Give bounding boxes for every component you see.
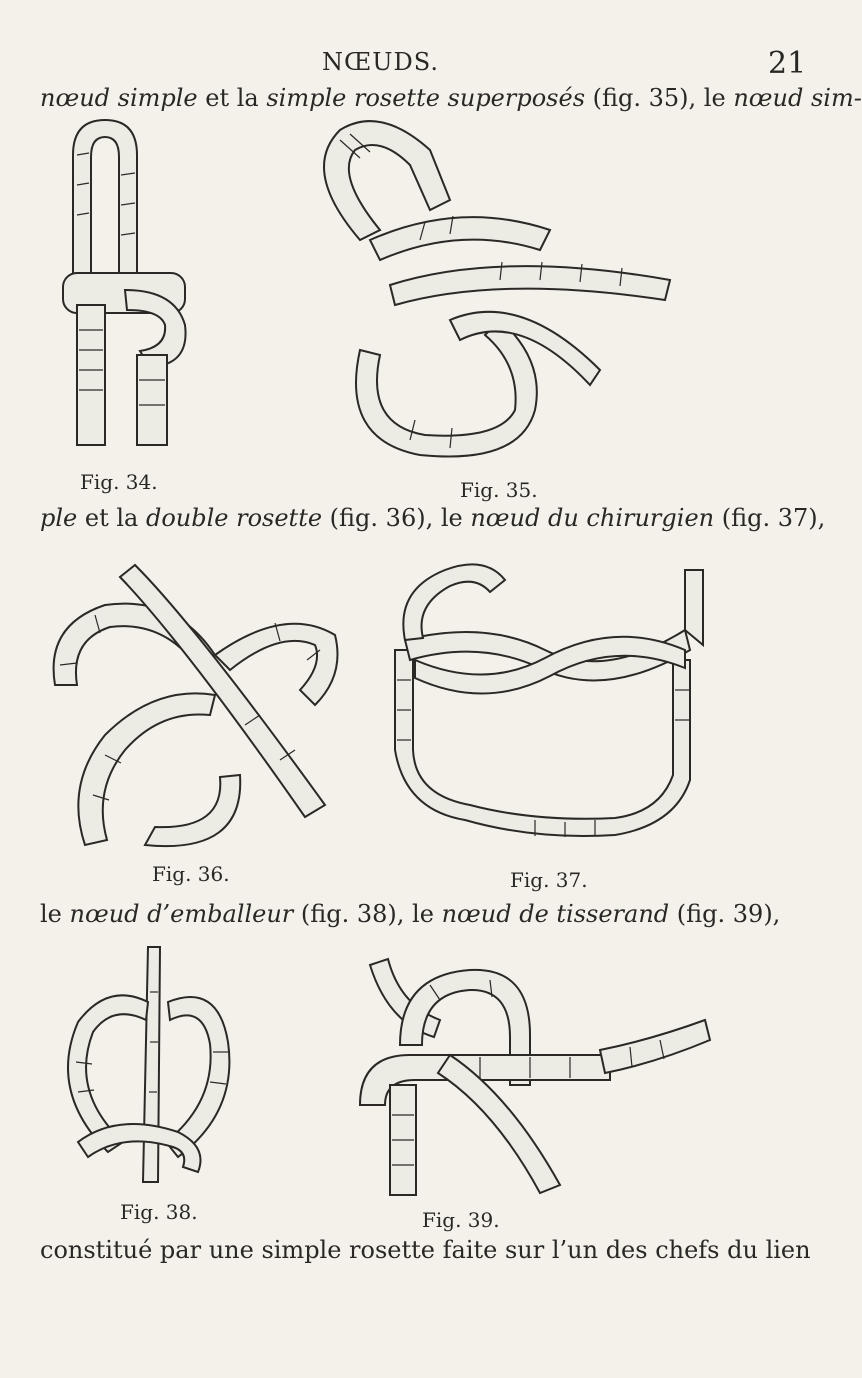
figure-34-illustration: [55, 115, 200, 460]
page-number: 21: [768, 46, 807, 81]
term-simple-rosette: simple rosette superposés: [266, 84, 586, 112]
text-fragment: (fig. 35), le: [585, 84, 734, 112]
term-noeud-du-chirurgien: nœud du chirurgien: [470, 504, 715, 532]
page-header: [0, 46, 807, 81]
term-ple: ple: [40, 504, 78, 532]
text-fragment: (fig. 38), le: [293, 900, 442, 928]
caption-fig-39: Fig. 39.: [422, 1208, 500, 1232]
caption-fig-37: Fig. 37.: [510, 868, 588, 892]
term-noeud-de-tisserand: nœud de tisserand: [441, 900, 670, 928]
caption-fig-34: Fig. 34.: [80, 470, 158, 494]
text-line-3: [40, 900, 780, 928]
figure-35-illustration: [300, 110, 685, 470]
term-double-rosette: double rosette: [145, 504, 323, 532]
term-noeud-simple: nœud simple: [40, 84, 198, 112]
text-fragment: et la: [77, 504, 146, 532]
text-line-4: constitué par une simple rosette faite sur l’un des chefs du lien: [40, 1236, 811, 1264]
text-fragment: et la: [197, 84, 267, 112]
figure-38-illustration: [48, 942, 248, 1192]
text-fragment: le: [40, 900, 70, 928]
text-fragment: (fig. 37),: [714, 504, 826, 532]
figure-39-illustration: [330, 945, 710, 1200]
text-line-1: [40, 84, 862, 112]
caption-fig-38: Fig. 38.: [120, 1200, 198, 1224]
text-fragment: (fig. 36), le: [322, 504, 471, 532]
figure-36-illustration: [45, 545, 350, 860]
running-title: NŒUDS.: [322, 48, 439, 76]
figure-37-illustration: [385, 550, 710, 860]
text-line-2: [40, 504, 825, 532]
caption-fig-36: Fig. 36.: [152, 862, 230, 886]
text-fragment: (fig. 39),: [669, 900, 781, 928]
term-noeud-demballeur: nœud d’emballeur: [69, 900, 294, 928]
term-noeud-sim: nœud sim-: [733, 84, 862, 112]
caption-fig-35: Fig. 35.: [460, 478, 538, 502]
